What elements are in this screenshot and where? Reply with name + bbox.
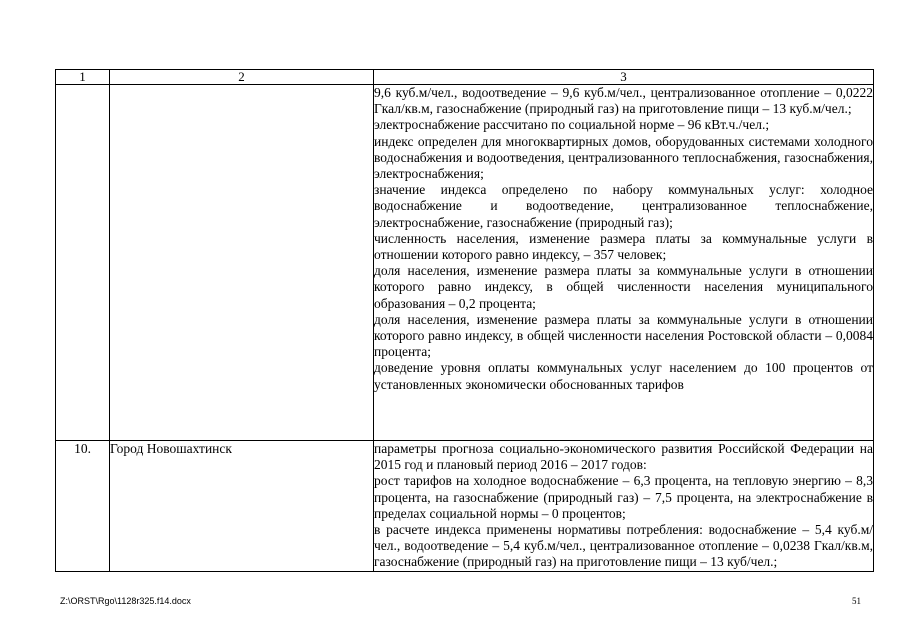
row-municipality (110, 85, 374, 441)
paragraph: 9,6 куб.м/чел., водоотведение – 9,6 куб.м/чел., централизованное отопление – 0,0222 Гкал/кв.м, газоснабжение (природный газ) на приготовление пищи – 13 куб.м/чел.; (374, 85, 873, 117)
footer-file-path: Z:\ORST\Rgo\1128r325.f14.docx (60, 596, 191, 606)
header-cell-2: 2 (110, 70, 374, 85)
row-number: 10. (56, 441, 110, 572)
row-description (374, 441, 874, 572)
paragraph: электроснабжение рассчитано по социальной норме – 96 кВт.ч./чел.; (374, 117, 770, 133)
footer-page-number: 51 (852, 596, 861, 606)
main-table (55, 69, 874, 572)
paragraph: значение индекса определено по набору коммунальных услуг: холодное водоснабжение и водоотведение, централизованное теплоснабжение, электроснабжение, газоснабжение (природный газ); (374, 182, 873, 230)
paragraph: численность населения, изменение размера платы за коммунальные услуги в отношении которого равно индексу, – 357 человек; (374, 230, 873, 263)
paragraph: параметры прогноза социально-экономического развития Российской Федерации на 2015 год и плановый период 2016 – 2017 годов: (374, 441, 873, 473)
paragraph: в расчете индекса применены нормативы потребления: водоснабжение – 5,4 куб.м/чел., водоотведение – 5,4 куб.м/чел., централизованное отопление – 0,0238 Гкал/кв.м, газоснабжение (природный газ) на приготовление пищи – 13 куб/чел.; (374, 522, 873, 570)
header-cell-3: 3 (374, 70, 874, 85)
table-header-row (56, 70, 874, 85)
row-number (56, 85, 110, 441)
table-row (56, 441, 874, 572)
paragraph: доведение уровня оплаты коммунальных услуг населением до 100 процентов от установленных экономически обоснованных тарифов (374, 360, 873, 392)
row-municipality: Город Новошахтинск (110, 441, 374, 572)
header-cell-1: 1 (56, 70, 110, 85)
paragraph: индекс определен для многоквартирных домов, оборудованных системами холодного водоснабжения и водоотведения, централизованного теплоснабжения, газоснабжения, электроснабжения; (374, 133, 873, 182)
table-row-continued (56, 85, 874, 441)
paragraph: доля населения, изменение размера платы за коммунальные услуги в отношении которого равно индексу, в общей численности населения муниципального образования – 0,2 процента; (374, 263, 873, 311)
row-description (374, 85, 874, 441)
paragraph: доля населения, изменение размера платы за коммунальные услуги в отношении которого равно индексу, в общей численности населения Ростовской области – 0,0084 процента; (374, 311, 873, 360)
paragraph: рост тарифов на холодное водоснабжение – 6,3 процента, на тепловую энергию – 8,3 процента, на газоснабжение (природный газ) – 7,5 процента, на электроснабжение в пределах социальной нормы – 0 процентов; (374, 473, 873, 521)
